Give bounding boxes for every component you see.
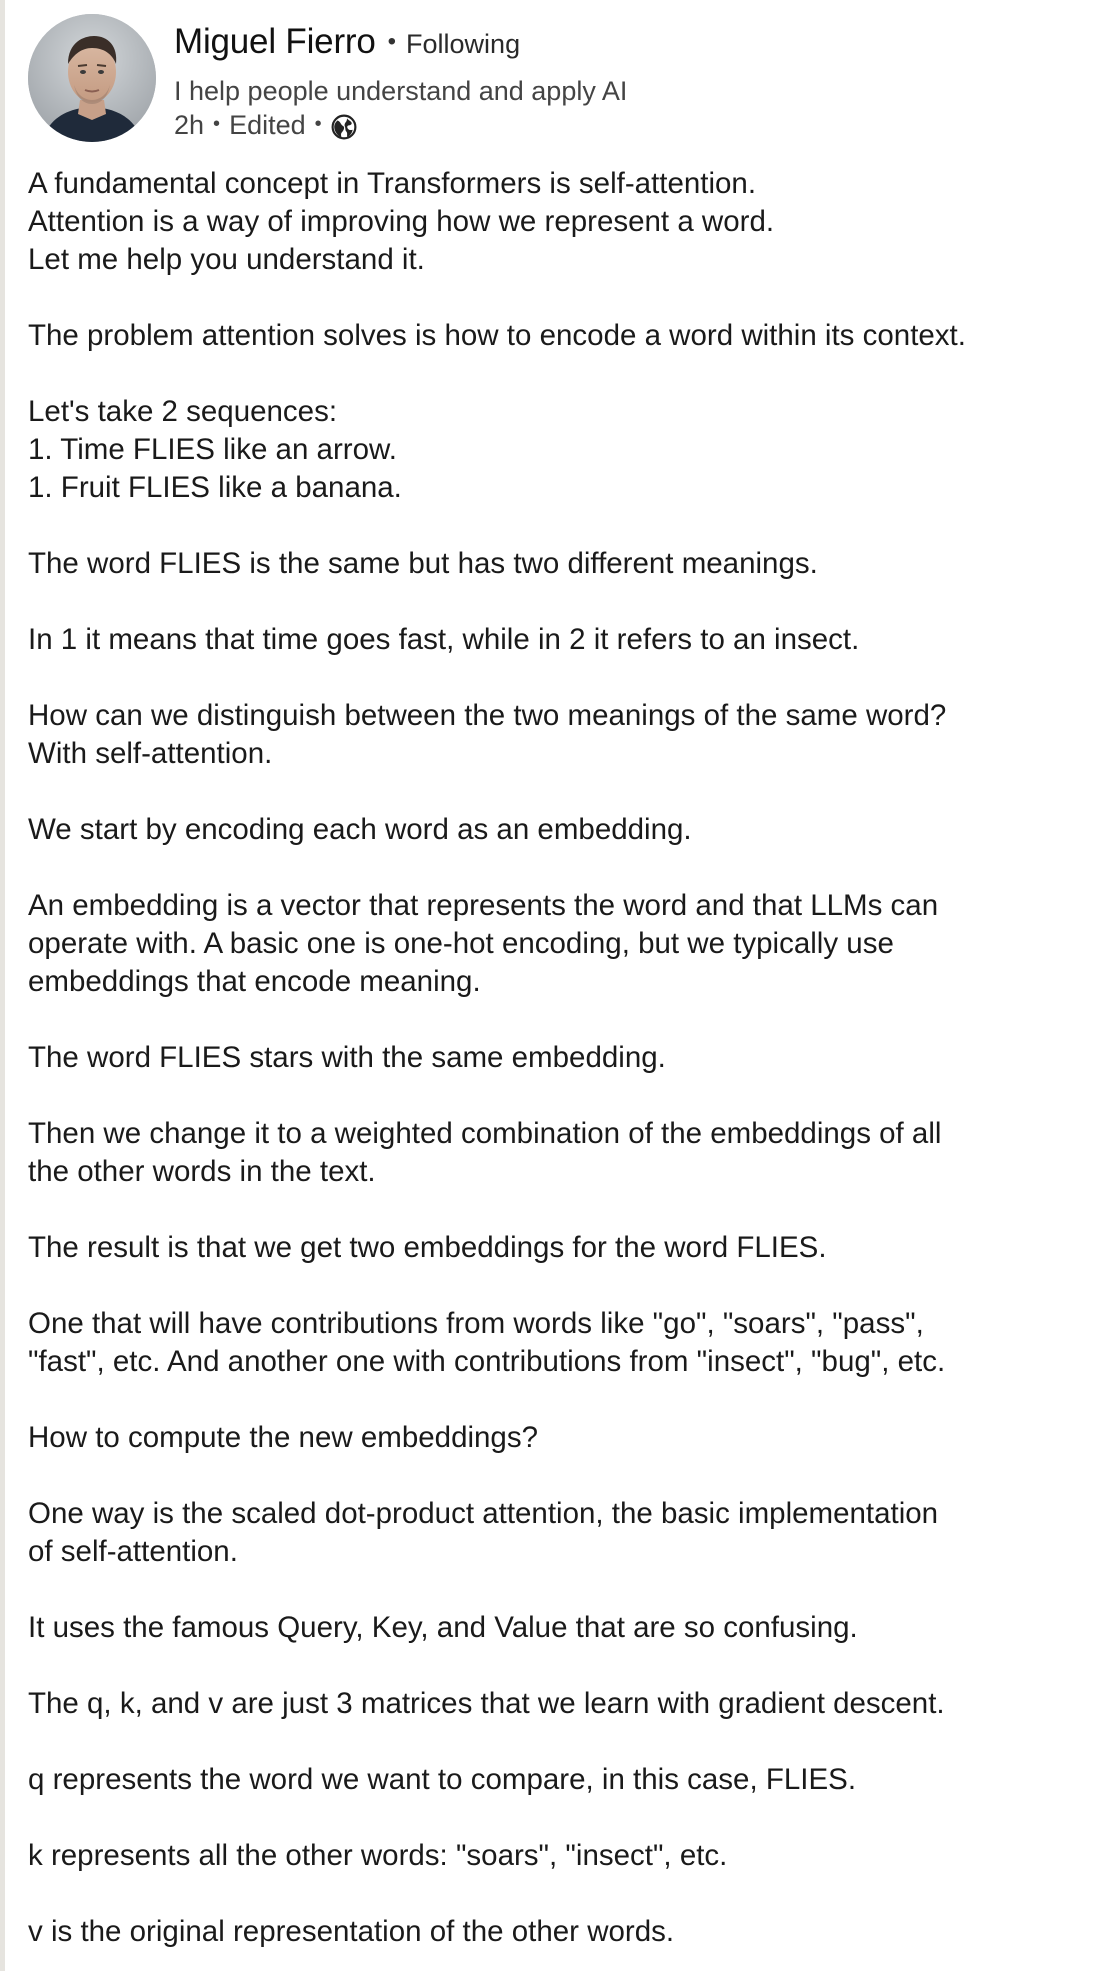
post-text-line: Let me help you understand it. [28, 243, 425, 276]
post-text-line: Let's take 2 sequences: [28, 395, 338, 428]
separator-dot: • [213, 113, 221, 135]
post-text-line: the other words in the text. [28, 1155, 376, 1188]
paragraph-gap [28, 1457, 1103, 1495]
post-text-line: With self-attention. [28, 737, 273, 770]
post-text-line: 1. Fruit FLIES like a banana. [28, 471, 402, 504]
post-text-line: Then we change it to a weighted combination of the embeddings of all [28, 1117, 942, 1150]
paragraph-gap [28, 583, 1103, 621]
paragraph-gap [28, 849, 1103, 887]
post-text-line: of self-attention. [28, 1535, 238, 1568]
post-text-line: The result is that we get two embeddings for the word FLIES. [28, 1231, 827, 1264]
author-line [174, 22, 520, 66]
paragraph-gap [28, 507, 1103, 545]
paragraph-gap [28, 355, 1103, 393]
paragraph-gap [28, 1077, 1103, 1115]
post-text-line: In 1 it means that time goes fast, while in 2 it refers to an insect. [28, 623, 860, 656]
post-text-line: One that will have contributions from words like "go", "soars", "pass", [28, 1307, 924, 1340]
paragraph-gap [28, 279, 1103, 317]
paragraph-gap [28, 773, 1103, 811]
paragraph-gap [28, 1267, 1103, 1305]
post-text-line: How can we distinguish between the two meanings of the same word? [28, 699, 947, 732]
post-text-line: We start by encoding each word as an embedding. [28, 813, 692, 846]
post-text-line: It uses the famous Query, Key, and Value that are so confusing. [28, 1611, 858, 1644]
globe-icon[interactable] [331, 114, 357, 140]
paragraph-gap [28, 1571, 1103, 1609]
paragraph-gap [28, 1723, 1103, 1761]
post-text-line: The problem attention solves is how to encode a word within its context. [28, 319, 966, 352]
paragraph-gap [28, 1875, 1103, 1913]
post-header [28, 14, 1088, 142]
separator-dot: • [314, 113, 322, 135]
post-text-line: One way is the scaled dot-product attention, the basic implementation [28, 1497, 939, 1530]
paragraph-gap [28, 1381, 1103, 1419]
follow-status[interactable]: Following [406, 29, 521, 59]
post-meta [174, 110, 357, 141]
post-text-line: q represents the word we want to compare, in this case, FLIES. [28, 1763, 857, 1796]
author-name[interactable]: Miguel Fierro [174, 22, 376, 61]
post-text-line: A fundamental concept in Transformers is self-attention. [28, 167, 757, 200]
post-text-line: The q, k, and v are just 3 matrices that we learn with gradient descent. [28, 1687, 945, 1720]
post-text-line: The word FLIES stars with the same embedding. [28, 1041, 666, 1074]
avatar-photo [28, 14, 156, 142]
paragraph-gap [28, 1799, 1103, 1837]
post-text-line: v is the original representation of the other words. [28, 1915, 675, 1948]
post-text-line: "fast", etc. And another one with contributions from "insect", "bug", etc. [28, 1345, 946, 1378]
separator-dot: • [387, 28, 397, 55]
paragraph-gap [28, 1647, 1103, 1685]
post-text-line: operate with. A basic one is one-hot encoding, but we typically use [28, 927, 894, 960]
avatar[interactable] [28, 14, 156, 142]
post-text-line: 1. Time FLIES like an arrow. [28, 433, 397, 466]
post-time: 2h [174, 110, 205, 140]
post-body [28, 165, 1103, 1951]
paragraph-gap [28, 1001, 1103, 1039]
author-headline: I help people understand and apply AI [174, 76, 628, 106]
post-text-line: k represents all the other words: "soars", "insect", etc. [28, 1839, 728, 1872]
edited-label: Edited [229, 110, 306, 140]
post-text-line: The word FLIES is the same but has two different meanings. [28, 547, 818, 580]
paragraph-gap [28, 1191, 1103, 1229]
post-text-line: embeddings that encode meaning. [28, 965, 481, 998]
post-text-line: An embedding is a vector that represents the word and that LLMs can [28, 889, 939, 922]
paragraph-gap [28, 659, 1103, 697]
post-text-line: Attention is a way of improving how we represent a word. [28, 205, 775, 238]
post-text-line: How to compute the new embeddings? [28, 1421, 538, 1454]
